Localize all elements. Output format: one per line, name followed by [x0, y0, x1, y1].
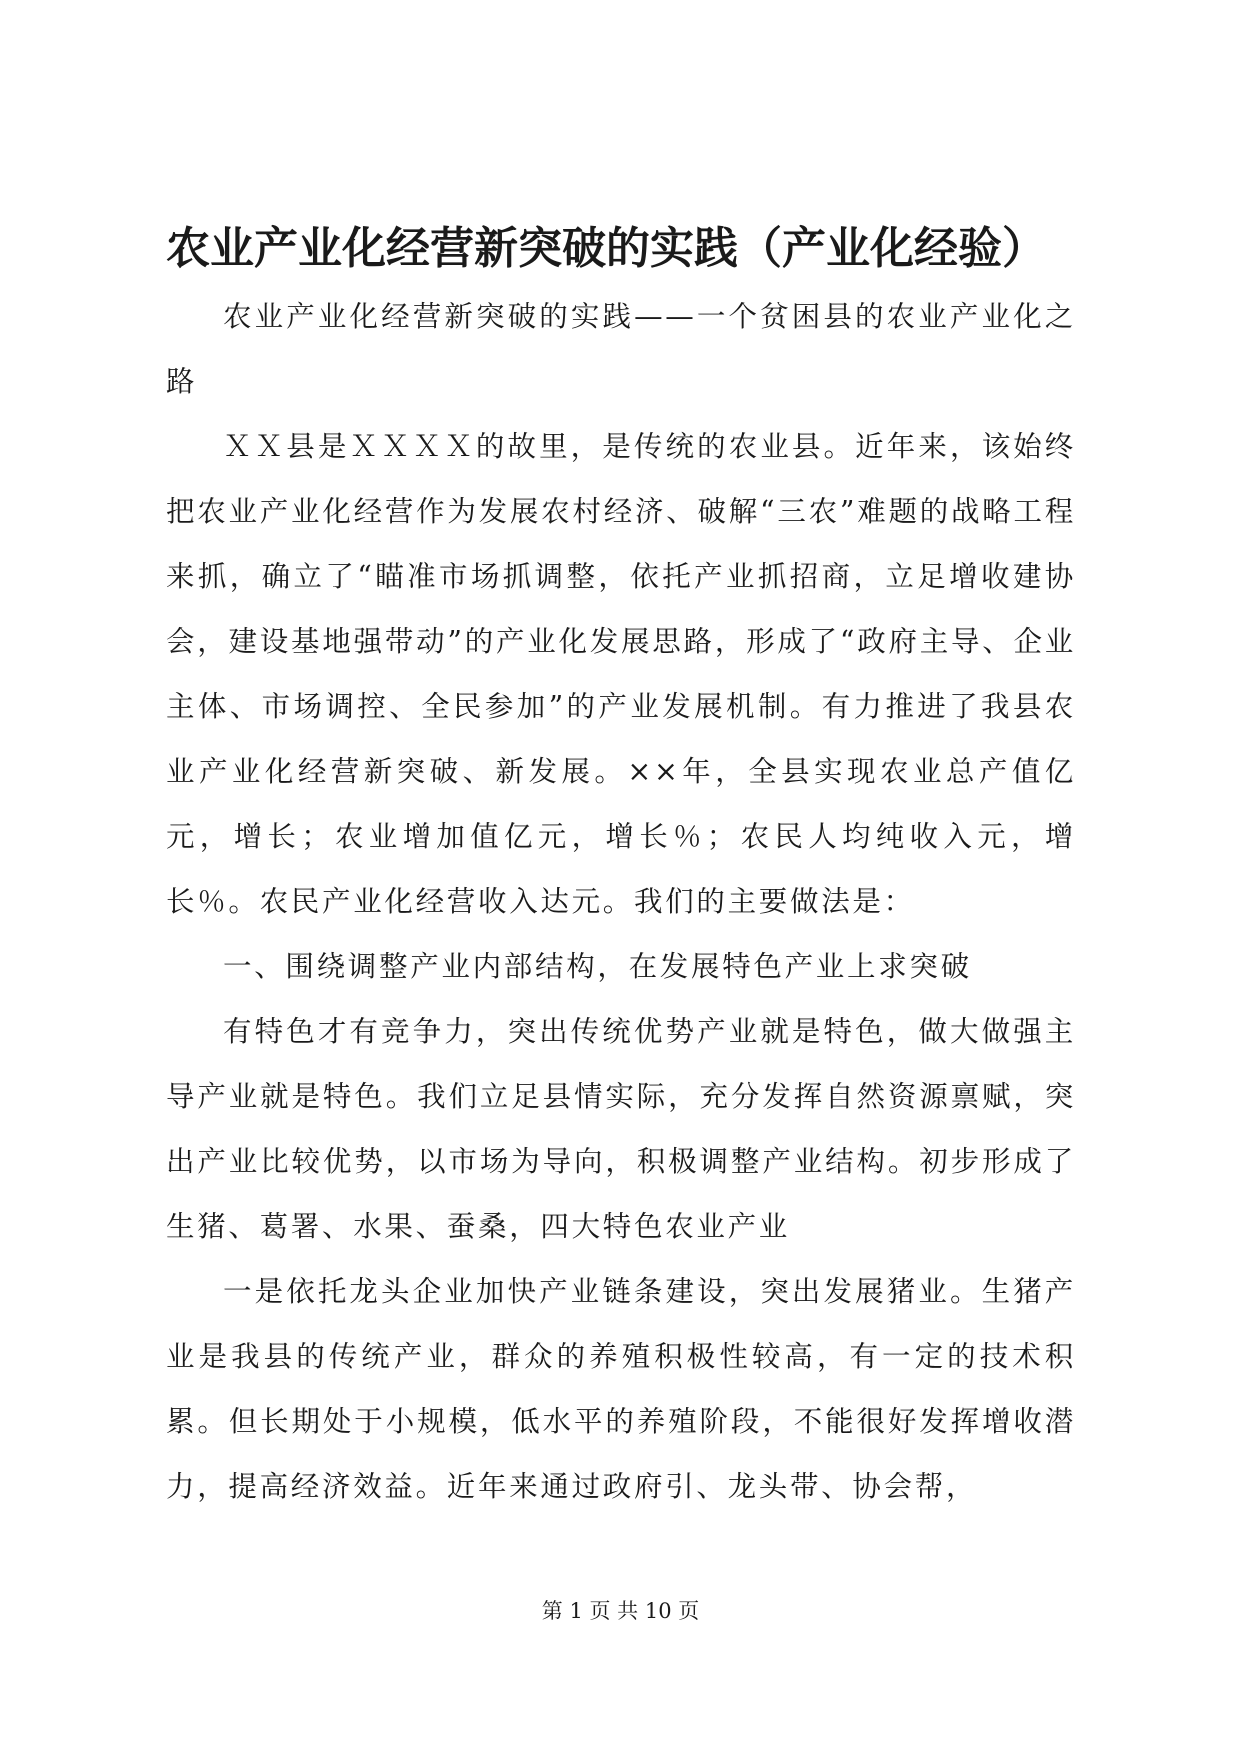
document-title: 农业产业化经营新突破的实践（产业化经验）	[166, 223, 1046, 274]
page-number-footer: 第 1 页 共 10 页	[541, 1599, 700, 1623]
paragraph-pig-industry: 一是依托龙头企业加快产业链条建设，突出发展猪业。生猪产业是我县的传统产业，群众的养殖积极性较高，有一定的技术积累。但长期处于小规模，低水平的养殖阶段，不能很好发挥增收潜力，提高经济效益。近年来通过政府引、龙头带、协会帮，	[166, 1275, 1076, 1503]
section-heading: 一、围绕调整产业内部结构，在发展特色产业上求突破	[223, 950, 972, 983]
paragraph-intro: ＸＸ县是ＸＸＸＸ的故里，是传统的农业县。近年来，该始终把农业产业化经营作为发展农村经济、破解“三农”难题的战略工程来抓，确立了“瞄准市场抓调整，依托产业抓招商，立足增收建协会，建设基地强带动”的产业化发展思路，形成了“政府主导、企业主体、市场调控、全民参加”的产业发展机制。有力推进了我县农业产业化经营新突破、新发展。××年，全县实现农业总产值亿元，增长；农业增加值亿元，增长％；农民人均纯收入元，增长％。农民产业化经营收入达元。我们的主要做法是：	[166, 430, 1076, 918]
paragraph-features: 有特色才有竞争力，突出传统优势产业就是特色，做大做强主导产业就是特色。我们立足县情实际，充分发挥自然资源禀赋，突出产业比较优势，以市场为导向，积极调整产业结构。初步形成了生猪、葛署、水果、蚕桑，四大特色农业产业	[166, 1015, 1076, 1243]
document-body	[166, 284, 1076, 1519]
paragraph-subtitle: 农业产业化经营新突破的实践——一个贫困县的农业产业化之路	[166, 300, 1076, 398]
